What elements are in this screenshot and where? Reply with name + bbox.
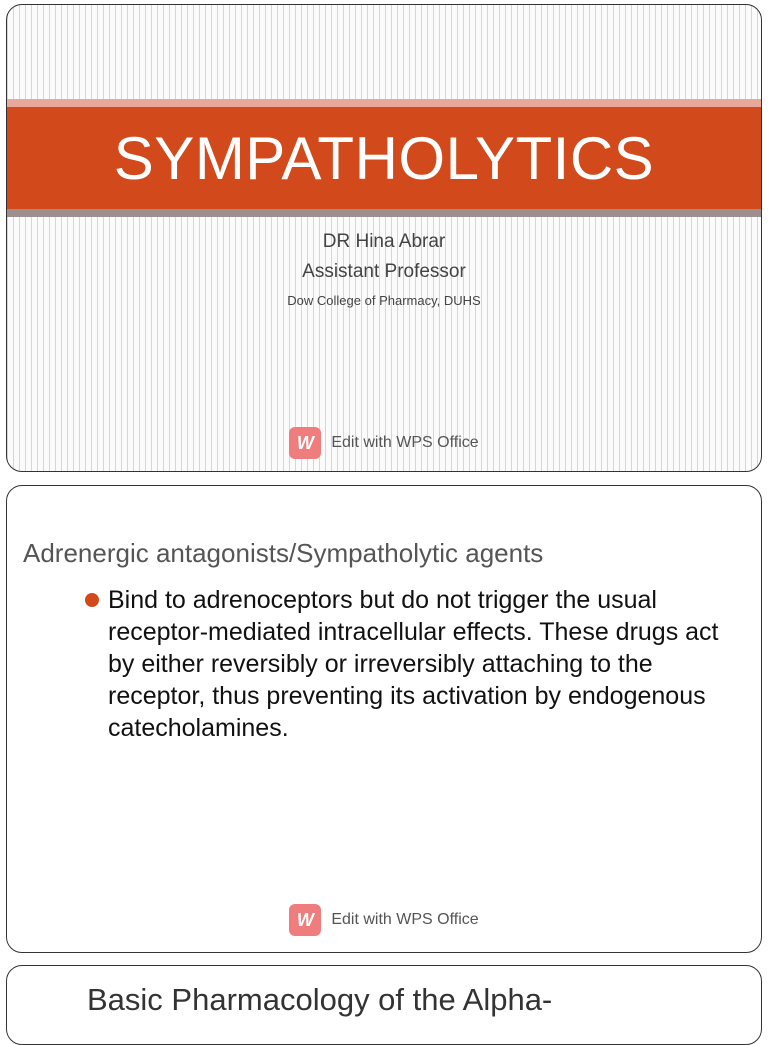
title-band-bottom [7, 209, 761, 217]
slide-heading: Adrenergic antagonists/Sympatholytic agents [23, 538, 544, 568]
slide-3 [6, 965, 762, 1045]
author-position: Assistant Professor [302, 261, 466, 282]
wps-edit-link[interactable] [7, 904, 761, 936]
bullet-item [85, 584, 735, 744]
bullet-dot-icon [85, 593, 99, 607]
bullet-text: Bind to adrenoceptors but do not trigger the usual receptor-mediated intracellular effects. These drugs act by either reversibly or irreversibly attaching to the receptor, thus preventing its activation by endogenous catecholamines. [108, 586, 719, 742]
wps-edit-link[interactable] [7, 427, 761, 459]
slide-2 [6, 485, 762, 953]
title-band [7, 107, 761, 209]
wps-logo-icon: W [289, 904, 321, 936]
wps-edit-label: Edit with WPS Office [331, 434, 479, 451]
title-band-top [7, 99, 761, 107]
author-affiliation: Dow College of Pharmacy, DUHS [287, 293, 481, 308]
author-name: DR Hina Abrar [322, 231, 446, 252]
slide-title: SYMPATHOLYTICS [113, 124, 655, 192]
slide-1 [6, 4, 762, 472]
wps-edit-label: Edit with WPS Office [331, 911, 479, 928]
slide-heading: Basic Pharmacology of the Alpha- [87, 982, 553, 1017]
wps-logo-icon: W [289, 427, 321, 459]
